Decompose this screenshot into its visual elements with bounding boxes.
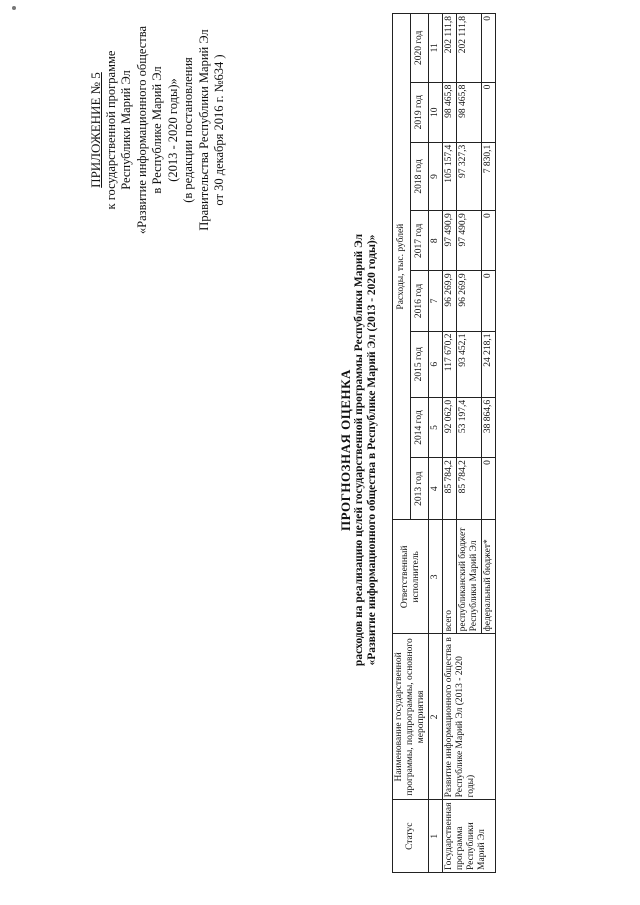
column-number: 11 <box>429 14 443 83</box>
value-cell: 96 269,9 <box>457 271 482 331</box>
value-cell: 105 157,4 <box>443 142 457 210</box>
appendix-line: (в редакции постановления <box>181 57 195 203</box>
report-subtitle-line: расходов на реализацию целей государственной программы Республики Марий Эл <box>353 233 365 667</box>
header-year: 2015 год <box>411 331 429 397</box>
executor-cell: федеральный бюджет* <box>482 520 496 634</box>
value-cell: 93 452,1 <box>457 331 482 397</box>
value-cell: 92 062,0 <box>443 397 457 457</box>
report-subtitle <box>353 35 379 865</box>
executor-cell: всего <box>443 520 457 634</box>
value-cell: 24 218,1 <box>482 331 496 397</box>
value-cell: 98 465,8 <box>457 82 482 142</box>
program-name-cell: Развитие информационного общества в Республике Марий Эл (2013 - 2020 годы) <box>443 634 496 800</box>
header-executor: Ответственный исполнитель <box>393 520 429 634</box>
column-number: 2 <box>429 634 443 800</box>
column-number: 5 <box>429 397 443 457</box>
expenses-table <box>392 13 496 873</box>
value-cell: 53 197,4 <box>457 397 482 457</box>
column-number: 1 <box>429 800 443 873</box>
value-cell: 0 <box>482 271 496 331</box>
column-number: 9 <box>429 142 443 210</box>
value-cell: 0 <box>482 211 496 271</box>
appendix-line: к государственной программе <box>103 50 118 210</box>
column-number: 3 <box>429 520 443 634</box>
header-year: 2017 год <box>411 211 429 271</box>
value-cell: 85 784,2 <box>443 458 457 520</box>
executor-cell: республиканский бюджет Республики Марий Эл <box>457 520 482 634</box>
value-cell: 97 490,9 <box>443 211 457 271</box>
column-number: 7 <box>429 271 443 331</box>
status-cell: Государственная программа Республики Марий Эл <box>443 800 496 873</box>
header-year: 2016 год <box>411 271 429 331</box>
column-number: 6 <box>429 331 443 397</box>
value-cell: 0 <box>482 82 496 142</box>
value-cell: 97 327,3 <box>457 142 482 210</box>
value-cell: 0 <box>482 458 496 520</box>
appendix-line: (2013 - 2020 годы)» <box>165 78 180 182</box>
appendix-title: ПРИЛОЖЕНИЕ № 5 <box>88 72 103 188</box>
value-cell: 85 784,2 <box>457 458 482 520</box>
header-status: Статус <box>393 800 429 873</box>
value-cell: 96 269,9 <box>443 271 457 331</box>
header-year: 2019 год <box>411 82 429 142</box>
appendix-block <box>88 10 228 250</box>
column-number: 4 <box>429 458 443 520</box>
header-name: Наименование государственной программы, подпрограммы, основного мероприятия <box>393 634 429 800</box>
appendix-line: Правительства Республики Марий Эл <box>196 29 211 231</box>
header-year: 2018 год <box>411 142 429 210</box>
table-row <box>443 14 457 873</box>
appendix-line: Республики Марий Эл <box>119 70 133 190</box>
header-expenses: Расходы, тыс. рублей <box>393 14 411 520</box>
value-cell: 0 <box>482 14 496 83</box>
column-number: 8 <box>429 211 443 271</box>
value-cell: 97 490,9 <box>457 211 482 271</box>
header-year: 2013 год <box>411 458 429 520</box>
value-cell: 202 111,8 <box>457 14 482 83</box>
value-cell: 7 830,1 <box>482 142 496 210</box>
header-year: 2014 год <box>411 397 429 457</box>
appendix-line: «Развитие информационного общества <box>134 25 149 235</box>
value-cell: 117 670,2 <box>443 331 457 397</box>
report-subtitle-line: «Развитие информационного общества в Республике Марий Эл (2013 - 2020 годы)» <box>366 234 378 666</box>
header-year: 2020 год <box>411 14 429 83</box>
value-cell: 202 111,8 <box>443 14 457 83</box>
report-title: ПРОГНОЗНАЯ ОЦЕНКА <box>338 369 353 531</box>
value-cell: 98 465,8 <box>443 82 457 142</box>
appendix-line: в Республике Марий Эл <box>150 66 164 194</box>
appendix-line: от 30 декабря 2016 г. №634 ) <box>212 54 226 206</box>
column-number: 10 <box>429 82 443 142</box>
value-cell: 38 864,6 <box>482 397 496 457</box>
